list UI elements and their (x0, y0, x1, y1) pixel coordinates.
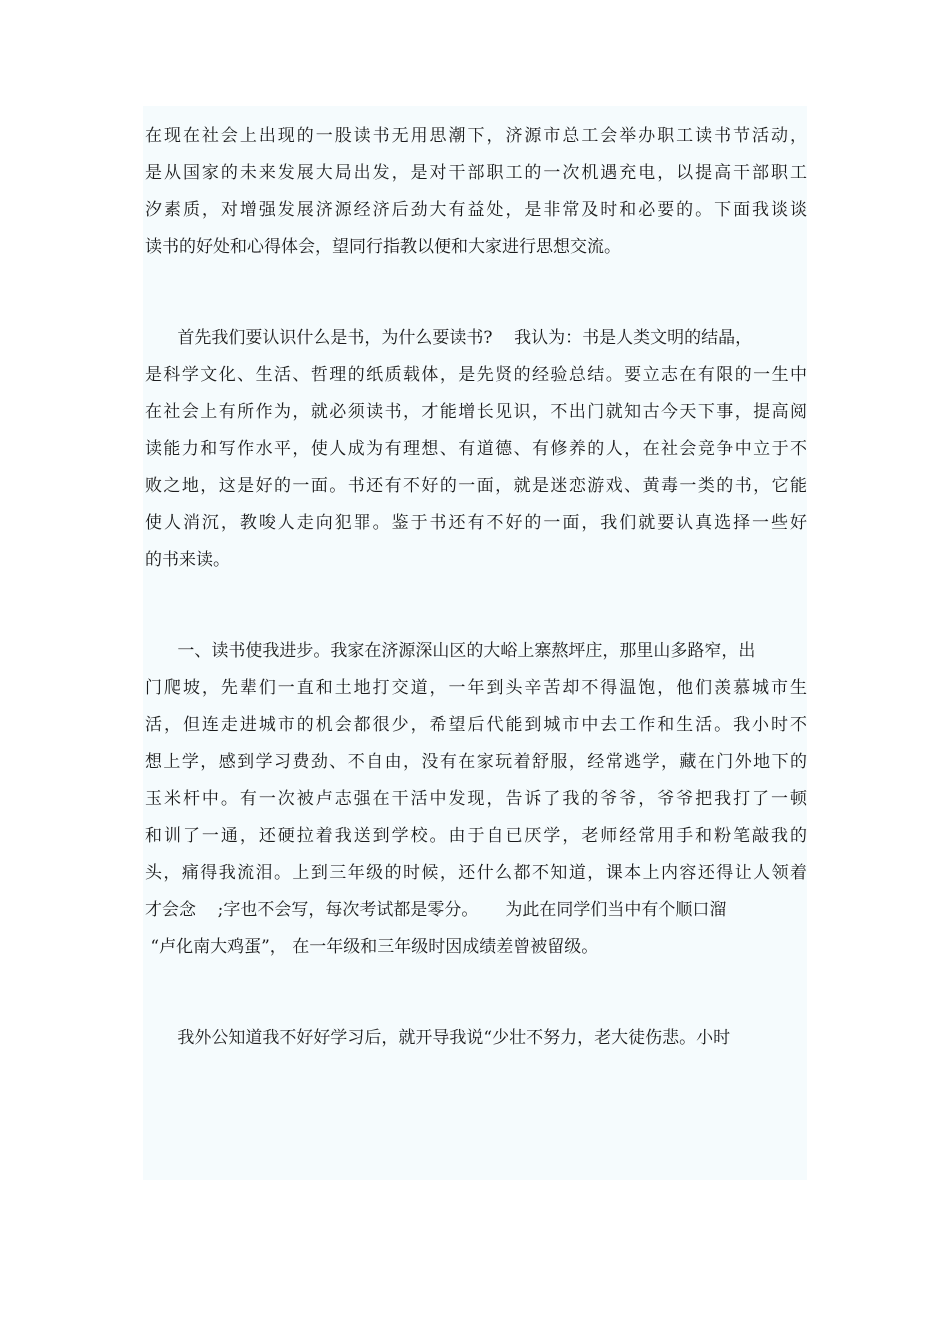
paragraph-line: “卢化南大鸡蛋”， 在一年级和三年级时因成绩差曾被留级。 (145, 937, 599, 957)
paragraph-line: 首先我们要认识什么是书，为什么要读书? 我认为：书是人类文明的结晶， (145, 328, 753, 348)
paragraph-line: 和训了一通，还硬拉着我送到学校。由于自已厌学，老师经常用手和粉笔敲我的 (145, 826, 807, 846)
paragraph-2 (145, 320, 807, 579)
paragraph-gap (145, 966, 807, 1020)
paragraph-line: 是从国家的未来发展大局出发，是对干部职工的一次机遇充电，以提高干部职工 (145, 163, 807, 183)
paragraph-line: 才会念 ;字也不会写，每次考试都是零分。 为此在同学们当中有个顺口溜 (145, 900, 727, 920)
paragraph-line: 活，但连走进城市的机会都很少，希望后代能到城市中去工作和生活。我小时不 (145, 715, 807, 735)
paragraph-line: 读书的好处和心得体会，望同行指教以便和大家进行思想交流。 (145, 237, 621, 257)
paragraph-line: 是科学文化、生活、哲理的纸质载体，是先贤的经验总结。要立志在有限的一生中 (145, 365, 807, 385)
paragraph-line: 头，痛得我流泪。上到三年级的时候，还什么都不知道，课本上内容还得让人领着 (145, 863, 807, 883)
paragraph-line: 败之地，这是好的一面。书还有不好的一面，就是迷恋游戏、黄毒一类的书，它能 (145, 476, 807, 496)
paragraph-line: 读能力和写作水平，使人成为有理想、有道德、有修养的人，在社会竞争中立于不 (145, 439, 807, 459)
paragraph-line: 汐素质，对增强发展济源经济后劲大有益处，是非常及时和必要的。下面我谈谈 (145, 200, 807, 220)
paragraph-line: 想上学，感到学习费劲、不自由，没有在家玩着舒服，经常逃学，藏在门外地下的 (145, 752, 807, 772)
document-body (145, 118, 807, 1057)
paragraph-line: 我外公知道我不好好学习后，就开导我说“少壮不努力，老大徒伤悲。小时 (145, 1028, 731, 1048)
paragraph-line: 的书来读。 (145, 550, 230, 570)
paragraph-line: 在社会上有所作为，就必须读书，才能增长见识，不出门就知古今天下事，提高阅 (145, 402, 807, 422)
paragraph-line: 在现在社会上出现的一股读书无用思潮下，济源市总工会举办职工读书节活动， (145, 126, 807, 146)
paragraph-gap (145, 579, 807, 633)
paragraph-4 (145, 1020, 807, 1057)
paragraph-line: 使人消沉，教唆人走向犯罪。鉴于书还有不好的一面，我们就要认真选择一些好 (145, 513, 807, 533)
paragraph-line: 一、读书使我进步。我家在济源深山区的大峪上寨熬坪庄，那里山多路窄，出 (145, 641, 756, 661)
paragraph-line: 门爬坡，先辈们一直和土地打交道，一年到头辛苦却不得温饱，他们羡慕城市生 (145, 678, 807, 698)
paragraph-line: 玉米杆中。有一次被卢志强在干活中发现，告诉了我的爷爷，爷爷把我打了一顿 (145, 789, 807, 809)
paragraph-3 (145, 633, 807, 966)
paragraph-1 (145, 118, 807, 266)
paragraph-gap (145, 266, 807, 320)
